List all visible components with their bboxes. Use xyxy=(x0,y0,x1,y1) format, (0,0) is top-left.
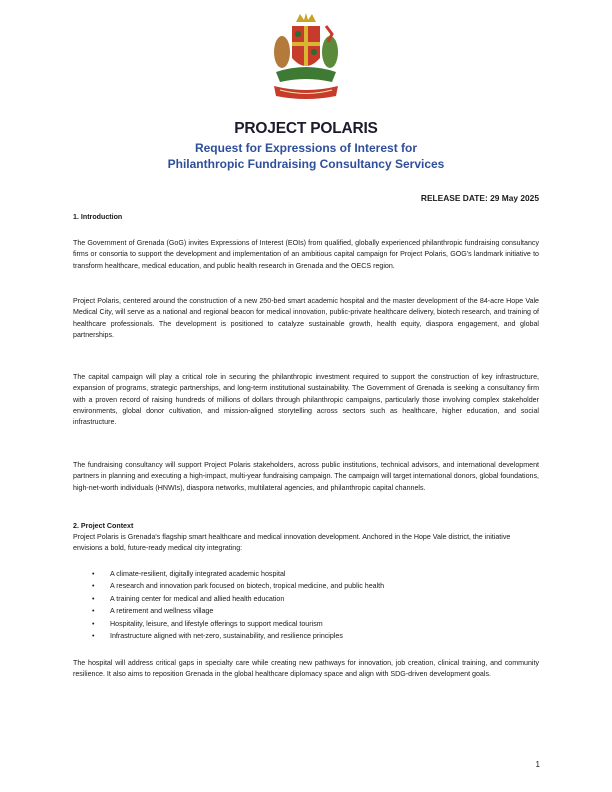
intro-paragraph-1: The Government of Grenada (GoG) invites Expressions of Interest (EOIs) from qualified, globally experienced philanthropic fundraising consultancy firms or consortia to support the development and implementation of an ambitious capital campaign for Project Polaris, GOG's landmark initiative to transform healthcare, medical education, and public health research in Grenada and the OECS region. xyxy=(73,239,539,270)
list-item: • Hospitality, leisure, and lifestyle offerings to support medical tourism xyxy=(92,618,532,630)
list-item: • A climate-resilient, digitally integrated academic hospital xyxy=(92,568,532,580)
release-date: RELEASE DATE: 29 May 2025 xyxy=(420,193,539,203)
intro-paragraph-2: Project Polaris, centered around the construction of a new 250-bed smart academic hospital and the master development of the 84-acre Hope Vale Medical City, will serve as a national and regional beacon for medical innovation, public-private healthcare delivery, biotech research, and training of healthcare professionals. The development is positioned to catalyze sustainable growth, health equity, diaspora engagement, and global partnerships. xyxy=(73,297,539,339)
grenada-coat-of-arms-icon xyxy=(270,12,342,100)
page-number: 1 xyxy=(535,760,540,769)
intro-paragraph-3: The capital campaign will play a critical role in securing the philanthropic investment required to support the construction of key infrastructure, expansion of programs, strategic partnerships, and long-term institutional sustainability. The Government of Grenada is seeking a consultancy firm with a proven record of raising hundreds of millions of dollars through philanthropic campaigns, particularly those involving complex stakeholder environments, global donor cultivation, and mission-aligned storytelling across sectors such as healthcare, higher education, and social infrastructure. xyxy=(73,373,539,427)
list-item: • A retirement and wellness village xyxy=(92,605,532,617)
list-item: • A research and innovation park focused on biotech, tropical medicine, and public health xyxy=(92,580,532,592)
intro-paragraph-4: The fundraising consultancy will support Project Polaris stakeholders, across public institutions, technical advisors, and international development partners in planning and executing a high-impact, multi-year fundraising campaign. The campaign will target international donors, global foundations, high-net-worth individuals (HNWIs), diaspora networks, multilateral agencies, and philanthropic capital channels. xyxy=(73,461,539,492)
context-paragraph-1: Project Polaris is Grenada's flagship smart healthcare and medical innovation development. Anchored in the Hope Vale district, the initiative envisions a bold, future-ready medical city integrating: xyxy=(73,533,511,553)
list-item: • Infrastructure aligned with net-zero, sustainability, and resilience principles xyxy=(92,630,532,642)
document-subtitle-line2: Philanthropic Fundraising Consultancy Services xyxy=(167,157,445,171)
document-title: PROJECT POLARIS xyxy=(234,120,378,137)
section-heading-project-context: 2. Project Context xyxy=(73,522,134,530)
section-heading-introduction: 1. Introduction xyxy=(73,213,123,221)
list-item: • A training center for medical and allied health education xyxy=(92,593,532,605)
document-subtitle-line1: Request for Expressions of Interest for xyxy=(194,141,418,155)
feature-bullet-list xyxy=(92,568,532,642)
context-paragraph-2: The hospital will address critical gaps in specialty care while creating new pathways for innovation, job creation, clinical training, and community resilience. It also aims to reposition Grenada in the global healthcare diplomacy space and align with SDG-driven development goals. xyxy=(73,659,539,679)
